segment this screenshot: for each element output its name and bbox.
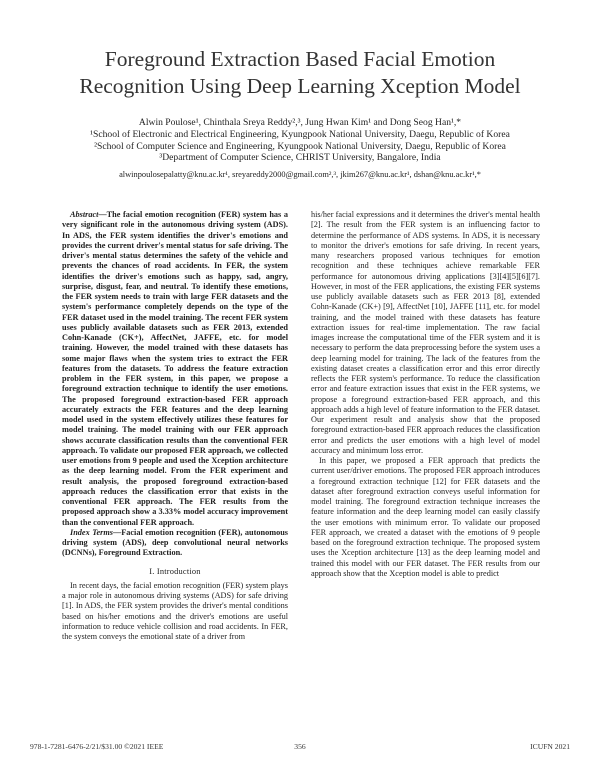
- index-terms-label: Index Terms: [70, 527, 113, 537]
- affiliation-1: ¹School of Electronic and Electrical Engineering, Kyungpook National University, Daegu, Republic of Korea: [90, 129, 510, 141]
- right-column: [311, 210, 540, 579]
- abstract-label: Abstract: [70, 210, 99, 219]
- author-names: Alwin Poulose¹, Chinthala Sreya Reddy²,³, Jung Hwan Kim¹ and Dong Seog Han¹,*: [138, 117, 462, 128]
- abstract: [62, 210, 288, 528]
- left-column: [62, 210, 288, 642]
- paper-title: [40, 46, 560, 100]
- index-terms-text: —Facial emotion recognition (FER), autonomous driving system (ADS), deep convolutional neural networks (DCNNs), Foreground Extraction.: [62, 527, 288, 558]
- footer-page-number: 356: [294, 742, 306, 751]
- title-line-1: Foreground Extraction Based Facial Emotion: [104, 47, 496, 71]
- intro-paragraph-right-2: In this paper, we proposed a FER approach that predicts the current user/driver emotions. The proposed FER approach introduces a foreground extraction technique [12] for FER datasets and the dataset after foreground extraction conveys useful information for model training. The foreground extraction technique increases the feature information and the deep learning model can easily classify the user emotions with minimum error. To validate our proposed FER approach, we created a dataset with the emotions of 9 people based on the foreground extraction technique. The proposed system uses the Xception architecture [13] as the deep learning model and trained this model with our FER dataset. The FER results from our approach show that the Xception model is able to predict: [311, 456, 540, 578]
- index-terms: [62, 528, 288, 559]
- intro-paragraph-left: In recent days, the facial emotion recognition (FER) system plays a major role in autonomous driving systems (ADS) for safe driving [1]. In ADS, the FER system provides the driver's mental conditions based on his/her emotions and the driver's emotions are useful information to reduce vehicle collision and road accidents. In FER, the system conveys the emotional state of a driver from: [62, 580, 288, 641]
- author-block: [30, 117, 570, 164]
- footer-conference: ICUFN 2021: [530, 742, 570, 751]
- section-heading-introduction: I. Introduction: [149, 566, 201, 576]
- intro-paragraph-right-1: his/her facial expressions and it determines the driver's mental health [2]. The result from the FER system is an influencing factor to determine the performance of ADS systems. In ADS, it is necessary to monitor the driver's emotions for safe driving. In recent years, many researchers proposed various techniques for emotion recognition and these techniques achieve remarkable FER performance for autonomous driving applications [3][4][5][6][7]. However, in most of the FER applications, the existing FER systems use publicly available datasets such as FER 2013 [8], extended Cohn-Kanade (CK+) [9], AffectNet [10], JAFFE [11], etc. for model training, and the model trained with these datasets has feature extraction issues for real-time implementation. The raw facial images increase the computational time of the FER system and it is necessary to perform the data preprocessing before the system uses a deep learning model for training. The lack of the features from the existing dataset creates a classification error and this error directly reflects the FER system's performance. To reduce the classification error and feature extraction issues that exist in the FER systems, we propose a foreground extraction-based FER approach, and this approach adds a high level of feature information to the FER dataset. Our experiment result and analysis show that the proposed foreground extraction-based FER approach reduces the classification error and predicts the user emotions with a high level of model accuracy and minimum loss error.: [311, 210, 540, 455]
- author-emails: alwinpoulosepalatty@knu.ac.kr¹, sreyareddy2000@gmail.com²,³, jkim267@knu.ac.kr¹, dshan@knu.ac.kr¹,*: [119, 170, 481, 179]
- footer-isbn: 978-1-7281-6476-2/21/$31.00 ©2021 IEEE: [30, 742, 164, 751]
- affiliation-3: ³Department of Computer Science, CHRIST University, Bangalore, India: [159, 152, 441, 164]
- title-line-2: Recognition Using Deep Learning Xception Model: [79, 74, 521, 98]
- affiliation-2: ²School of Computer Science and Engineering, Kyungpook National University, Daegu, Republic of Korea: [94, 140, 506, 152]
- abstract-text: —The facial emotion recognition (FER) system has a very significant role in the autonomous driving system (ADS). In ADS, the FER system identifies the driver's emotions and provides the current driver's mental status for safe driving. The driver's mental status determines the safety of the vehicle and prevents the chances of road accidents. In FER, the system identifies the driver's emotions such as happy, sad, angry, surprise, disgust, fear, and neutral. To identify these emotions, the FER system needs to train with large FER datasets and the system's performance completely depends on the type of the FER dataset used in the model training. The recent FER system uses publicly available datasets such as FER 2013, extended Cohn-Kanade (CK+), AffectNet, JAFFE, etc. for model training. However, the model trained with these datasets has some major flaws when the system tries to extract the FER features from the datasets. To address the feature extraction problem in the FER system, in this paper, we propose a foreground extraction technique to identify the user emotions. The proposed foreground extraction-based FER approach accurately extracts the FER features and the deep learning model used in the system effectively utilizes these features for model training. The model training with our FER approach shows accurate classification results than the conventional FER approach. To validate our proposed FER approach, we collected user emotions from 9 people and used the Xception architecture as the deep learning model. From the FER experiment and result analysis, the proposed foreground extraction-based approach reduces the classification error that exists in the conventional FER approach. The FER results from the proposed approach show a 3.33% model accuracy improvement than the conventional FER approach.: [62, 210, 288, 527]
